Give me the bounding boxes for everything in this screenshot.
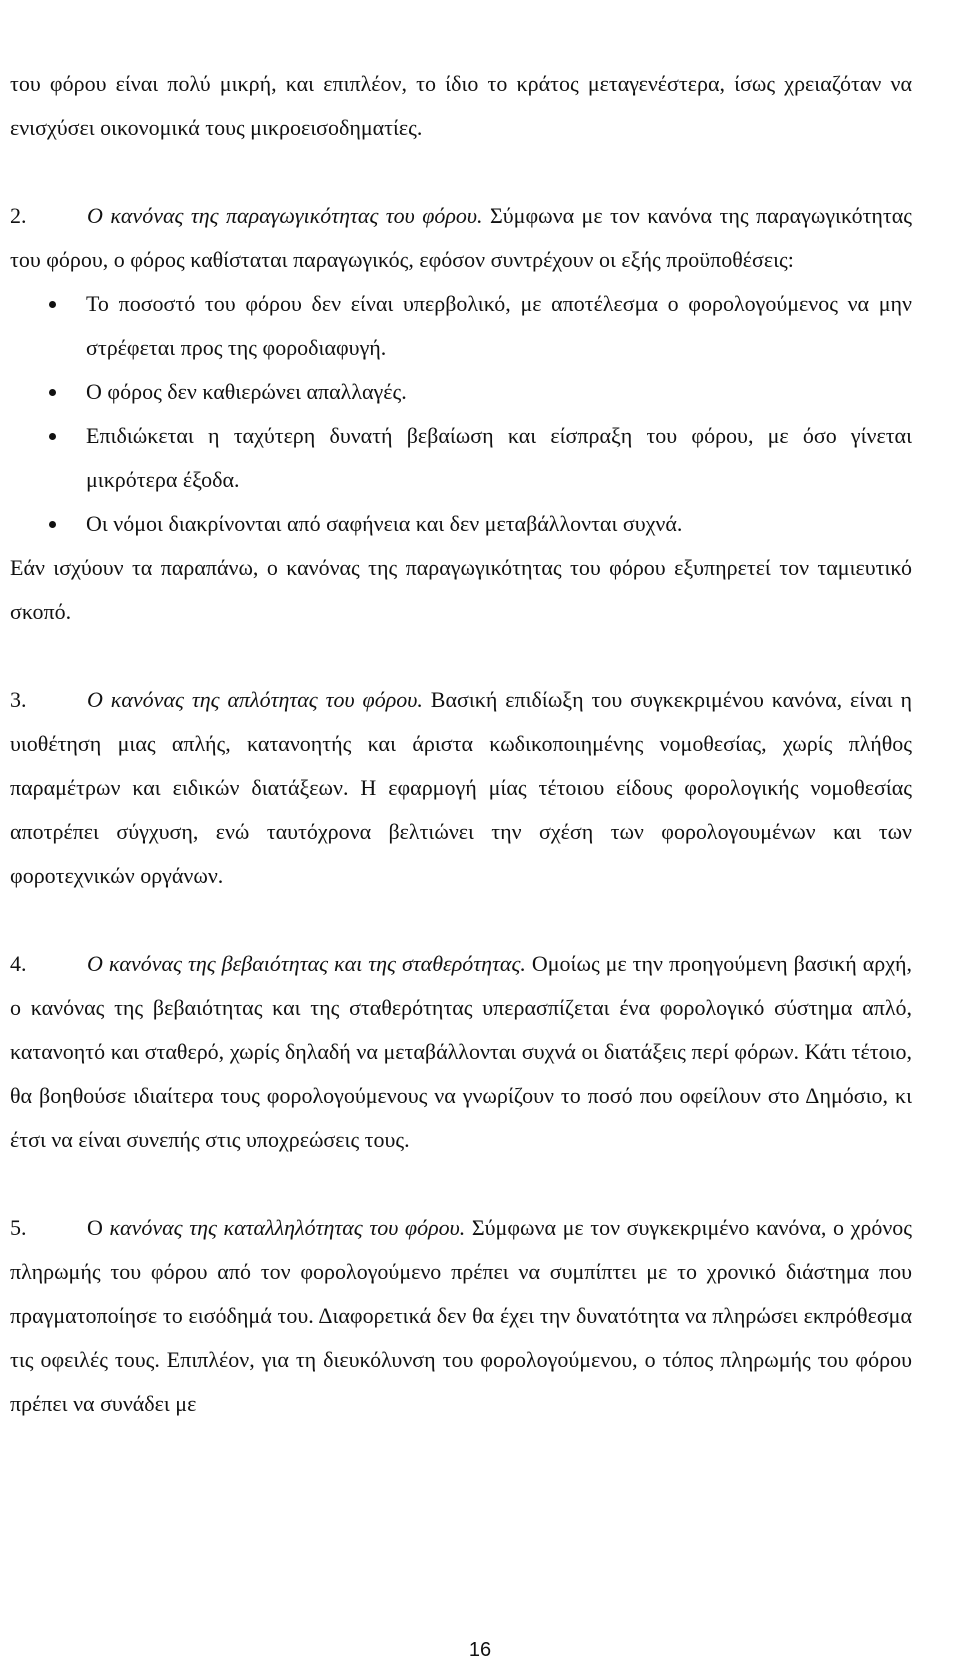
section-3-title: Ο κανόνας της απλότητας του φόρου. (87, 687, 423, 712)
section-2-conclusion: Εάν ισχύουν τα παραπάνω, ο κανόνας της παραγωγικότητας του φόρου εξυπηρετεί τον ταμιευτικό σκοπό. (10, 555, 912, 624)
bullet-icon (49, 433, 56, 440)
bullet-icon (49, 521, 56, 528)
bullet-text: Επιδιώκεται η ταχύτερη δυνατή βεβαίωση και είσπραξη του φόρου, με όσο γίνεται μικρότερα έξοδα. (86, 423, 912, 492)
section-4-title: Ο κανόνας της βεβαιότητας και της σταθερότητας. (87, 951, 526, 976)
section-5-paragraph (10, 1206, 912, 1426)
section-5-number: 5. (10, 1215, 27, 1240)
section-4-number: 4. (10, 951, 27, 976)
bullet-text: Ο φόρος δεν καθιερώνει απαλλαγές. (86, 379, 407, 404)
intro-paragraph: του φόρου είναι πολύ μικρή, και επιπλέον, το ίδιο το κράτος μεταγενέστερα, ίσως χρειαζόταν να ενισχύσει οικονομικά τους μικροεισοδηματίες. (10, 71, 912, 140)
section-3-text: Βασική επιδίωξη του συγκεκριμένου κανόνα, είναι η υιοθέτηση μιας απλής, κατανοητής και άριστα κωδικοποιημένης νομοθεσίας, χωρίς πλήθος παραμέτρων και ειδικών διατάξεων. Η εφαρμογή μίας τέτοιου είδους φορολογικής νομοθεσίας αποτρέπει σύγχυση, ενώ ταυτόχρονα βελτιώνει την σχέση των φορολογουμένων και των φοροτεχνικών οργάνων. (10, 687, 912, 888)
bullet-text: Οι νόμοι διακρίνονται από σαφήνεια και δεν μεταβάλλονται συχνά. (86, 511, 683, 536)
bullet-item (10, 414, 912, 502)
paragraph-spacer (10, 898, 912, 942)
paragraph-spacer (10, 1162, 912, 1206)
section-3-paragraph (10, 678, 912, 898)
bullet-text: Το ποσοστό του φόρου δεν είναι υπερβολικό, με αποτέλεσμα ο φορολογούμενος να μην στρέφεται προς της φοροδιαφυγή. (86, 291, 912, 360)
paragraph-spacer (10, 150, 912, 194)
section-2-title: Ο κανόνας της παραγωγικότητας του φόρου. (87, 203, 483, 228)
bullet-icon (49, 301, 56, 308)
section-2-paragraph (10, 194, 912, 282)
bullet-item (10, 370, 912, 414)
section-2-number: 2. (10, 203, 27, 228)
section-5-title: κανόνας της καταλληλότητας του φόρου. (102, 1215, 466, 1240)
section-5-text: Σύμφωνα με τον συγκεκριμένο κανόνα, ο χρόνος πληρωμής του φόρου από τον φορολογούμενο πρέπει να συμπίπτει με το χρονικό διάστημα που πραγματοποίησε το εισόδημά του. Διαφορετικά δεν θα έχει την δυνατότητα να πληρώσει εκπρόθεσμα τις οφειλές τους. Επιπλέον, για τη διευκόλυνση του φορολογούμενου, ο τόπος πληρωμής του φόρου πρέπει να συνάδει με (10, 1215, 913, 1416)
section-5-title-plain: Ο (87, 1215, 103, 1240)
bullet-item (10, 502, 912, 546)
page-number: 16 (468, 1639, 492, 1661)
document-page (10, 62, 912, 1426)
bullet-icon (49, 389, 56, 396)
section-4-paragraph (10, 942, 912, 1162)
conditions-bullet-list (10, 282, 912, 546)
paragraph-spacer (10, 634, 912, 678)
section-4-text: Ομοίως με την προηγούμενη βασική αρχή, ο κανόνας της βεβαιότητας και της σταθερότητας υπερασπίζεται ένα φορολογικό σύστημα απλό, κατανοητό και σταθερό, χωρίς δηλαδή να μεταβάλλονται συχνά οι διατάξεις περί φόρων. Κάτι τέτοιο, θα βοηθούσε ιδιαίτερα τους φορολογούμενους να γνωρίζουν το ποσό που οφείλουν στο Δημόσιο, κι έτσι να είναι συνεπής στις υποχρεώσεις τους. (10, 951, 912, 1152)
bullet-item (10, 282, 912, 370)
section-2-text: Σύμφωνα με τον κανόνα της παραγωγικότητας του φόρου, ο φόρος καθίσταται παραγωγικός, εφόσον συντρέχουν οι εξής προϋποθέσεις: (10, 203, 912, 272)
section-3-number: 3. (10, 687, 27, 712)
